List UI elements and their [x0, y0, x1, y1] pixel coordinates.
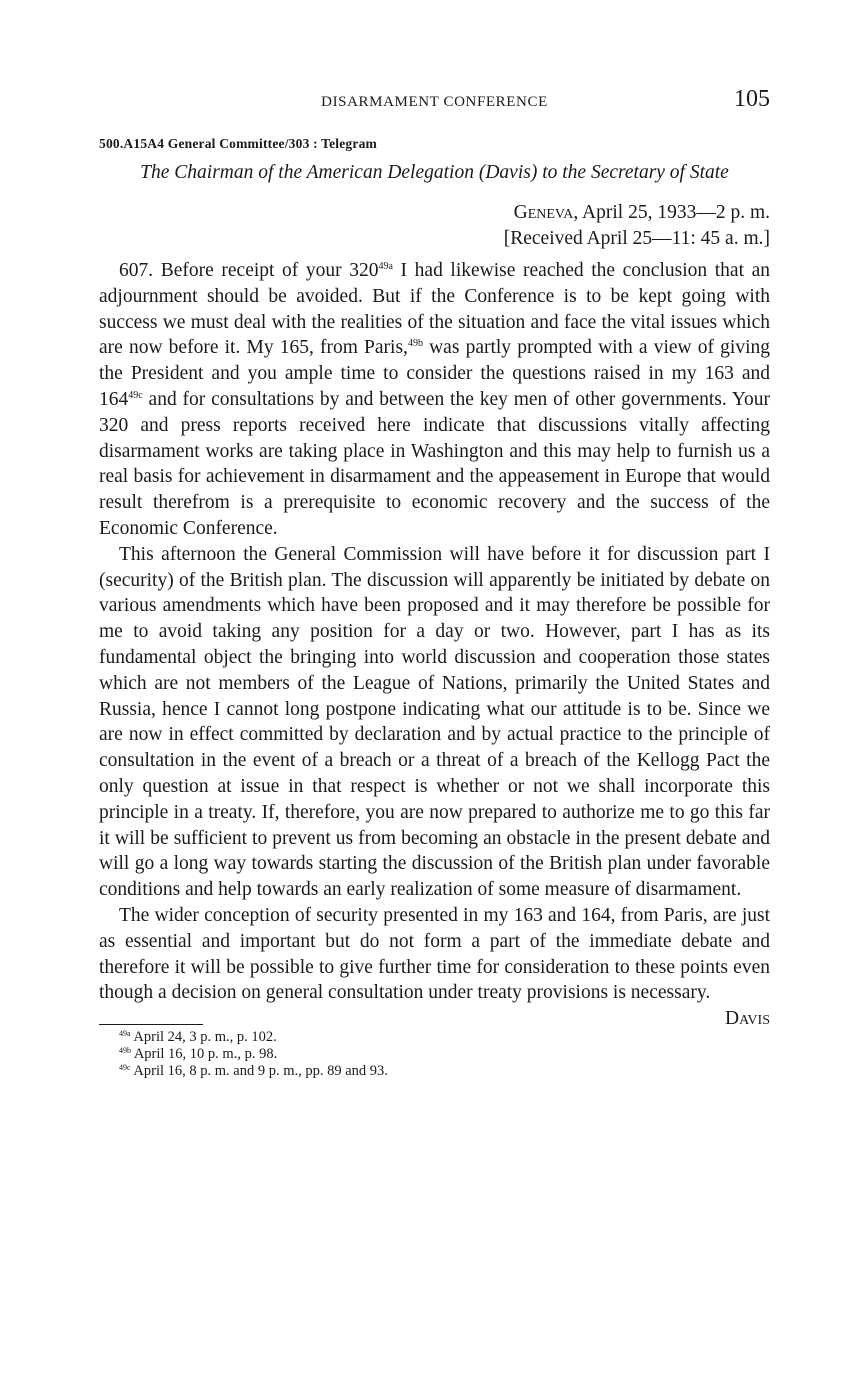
page-number: 105 [734, 86, 770, 112]
page-header [99, 86, 770, 120]
footnote-mark: 49a [119, 1029, 131, 1039]
dateline-date: , April 25, 1933—2 p. m. [573, 202, 770, 223]
footnote-text: April 16, 8 p. m. and 9 p. m., pp. 89 and 93. [130, 1063, 388, 1080]
paragraph-1-part-b: I had likewise reached the conclusion that an adjournment should be avoided. But if the Conference is to be kept going with success we must deal with the realities of the situation and face the vital issues which are now before it. My 165, from Paris, [99, 260, 770, 359]
footnote-mark: 49b [119, 1046, 131, 1056]
dateline-place: Geneva [513, 202, 574, 223]
footnote-mark: 49c [119, 1063, 131, 1073]
footnote-text: April 24, 3 p. m., p. 102. [130, 1029, 277, 1046]
telegram-body [99, 258, 770, 1030]
footnote-ref-49c: 49c [128, 389, 143, 401]
signature: Davis [725, 1008, 770, 1030]
dateline-sent [99, 200, 770, 226]
footnote-49c [119, 1063, 770, 1080]
footnote-ref-49b: 49b [407, 338, 423, 350]
dateline [99, 200, 770, 252]
paragraph-1 [99, 258, 770, 542]
running-head: DISARMAMENT CONFERENCE [321, 94, 548, 110]
footnote-text: April 16, 10 p. m., p. 98. [131, 1046, 278, 1063]
dateline-received: [Received April 25—11: 45 a. m.] [503, 228, 770, 249]
paragraph-3 [99, 903, 770, 1030]
paragraph-1-part-a: 607. Before receipt of your 320 [119, 260, 379, 281]
document-page [99, 86, 770, 1080]
footnote-ref-49a: 49a [378, 261, 393, 272]
paragraph-2: This afternoon the General Commission will have before it for discussion part I (security) of the British plan. The discussion will apparently be initiated by debate on various amendments which have been proposed and it may therefore be possible for me to avoid taking any position for a day or two. However, part I has as its fundamental object the bringing into world discussion and cooperation those states which are not members of the League of Nations, primarily the United States and Russia, hence I cannot long postpone indicating what our attitude is to be. Since we are now in effect committed by declaration and by actual practice to the principle of consultation in the event of a breach or a threat of a breach of the Kellogg Pact the only question at issue in that respect is whether or not we shall incorporate this principle in a treaty. If, therefore, you are now prepared to authorize me to go this far it will be sufficient to prevent us from becoming an obstacle in the present debate and will go a long way towards starting the discussion of the British plan under favorable conditions and help towards an early realization of some measure of disarmament. [99, 543, 770, 901]
footnotes [99, 1029, 770, 1080]
document-title: The Chairman of the American Delegation (Davis) to the Secretary of State [140, 162, 729, 183]
paragraph-1-part-d: and for consultations by and between the key men of other governments. Your 320 and press reports received here indicate that discussions vitally affecting disarmament works are taking place in Washington and this may help to furnish us a real basis for achievement in disarmament and the appeasement in Europe that would result therefrom is a prerequisite to economic recovery and the success of the Economic Conference. [99, 388, 770, 539]
paragraph-1-part-c: was partly prompted with a view of giving the President and you ample time to consider the questions raised in my 163 and 164 [99, 337, 770, 410]
footnote-49a [119, 1029, 770, 1046]
footnote-49b [119, 1046, 770, 1063]
footnote-divider [99, 1024, 203, 1025]
file-reference: 500.A15A4 General Committee/303 : Telegram [99, 136, 377, 151]
paragraph-3-text: The wider conception of security presented in my 163 and 164, from Paris, are just as essential and important but do not form a part of the immediate debate and therefore it will be possible to give further time for consideration to these points even though a decision on general consultation under treaty provisions is necessary. [99, 904, 770, 1004]
